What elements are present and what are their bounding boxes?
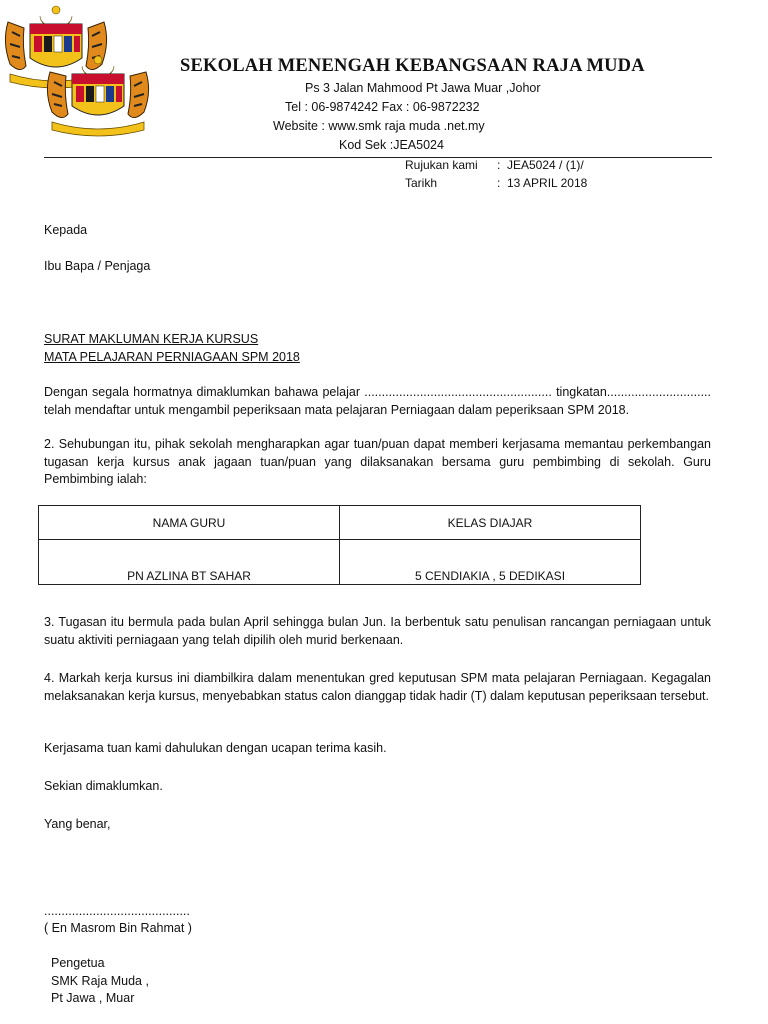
- salutation: Yang benar,: [44, 817, 111, 831]
- subject-line-1: SURAT MAKLUMAN KERJA KURSUS: [44, 332, 259, 346]
- closing-line: Sekian dimaklumkan.: [44, 779, 163, 793]
- table-row: [39, 540, 641, 585]
- reference-value: JEA5024 / (1)/: [507, 158, 584, 172]
- date-label: Tarikh: [405, 176, 438, 190]
- paragraph-3: 3. Tugasan itu bermula pada bulan April sehingga bulan Jun. Ia berbentuk satu penulisan rancangan perniagaan untuk suatu aktiviti perniagaan yang telah dipilih oleh murid berkenaan.: [44, 615, 711, 647]
- table-header-cell: NAMA GURU: [39, 506, 340, 540]
- thanks-line: Kerjasama tuan kami dahulukan dengan ucapan terima kasih.: [44, 741, 387, 755]
- reference-colon: :: [497, 158, 501, 172]
- guru-table: [38, 505, 641, 585]
- school-name: SEKOLAH MENENGAH KEBANGSAAN RAJA MUDA: [180, 56, 645, 76]
- school-crest-front: [44, 52, 152, 140]
- paragraph-4: 4. Markah kerja kursus ini diambilkira dalam menentukan gred keputusan SPM mata pelajaran Perniagaan. Kegagalan melaksanakan kerja kursus, menyebabkan status calon dianggap tidak hadir (T) dalam keputusan peperiksaan tersebut.: [44, 671, 711, 703]
- school-address: Ps 3 Jalan Mahmood Pt Jawa Muar ,Johor: [305, 81, 541, 95]
- paragraph-1: Dengan segala hormatnya dimaklumkan bahawa pelajar ...................................................... tingkatan.............................. telah mendaftar untuk mengambil peperiksaan mata pelajaran Perniagaan dalam peperiksaan SPM 2018.: [44, 385, 711, 417]
- table-cell: 5 CENDIAKIA , 5 DEDIKASI: [340, 540, 641, 585]
- signer-title: Pengetua: [51, 956, 105, 970]
- date-colon: :: [497, 176, 501, 190]
- signature-dots: ..........................................: [44, 904, 190, 918]
- table-cell: PN AZLINA BT SAHAR: [39, 540, 340, 585]
- school-code: Kod Sek :JEA5024: [339, 138, 444, 152]
- table-header-cell: KELAS DIAJAR: [340, 506, 641, 540]
- paragraph-2: 2. Sehubungan itu, pihak sekolah mengharapkan agar tuan/puan dapat memberi kerjasama memantau perkembangan tugasan kerja kursus anak jagaan tuan/puan yang dilaksanakan bersama guru pembimbing di sekolah. Guru Pembimbing ialah:: [44, 437, 711, 486]
- recipient-name: Ibu Bapa / Penjaga: [44, 259, 151, 273]
- header-divider: [44, 157, 712, 158]
- signer-organization: SMK Raja Muda ,: [51, 974, 149, 988]
- date-value: 13 APRIL 2018: [507, 176, 588, 190]
- signer-name: ( En Masrom Bin Rahmat ): [44, 921, 192, 935]
- recipient-to: Kepada: [44, 223, 88, 237]
- reference-label: Rujukan kami: [405, 158, 478, 172]
- signer-place: Pt Jawa , Muar: [51, 991, 135, 1005]
- table-header-row: [39, 506, 641, 540]
- school-phone-fax: Tel : 06-9874242 Fax : 06-9872232: [285, 100, 480, 114]
- school-website: Website : www.smk raja muda .net.my: [273, 119, 485, 133]
- subject-line-2: MATA PELAJARAN PERNIAGAAN SPM 2018: [44, 350, 300, 364]
